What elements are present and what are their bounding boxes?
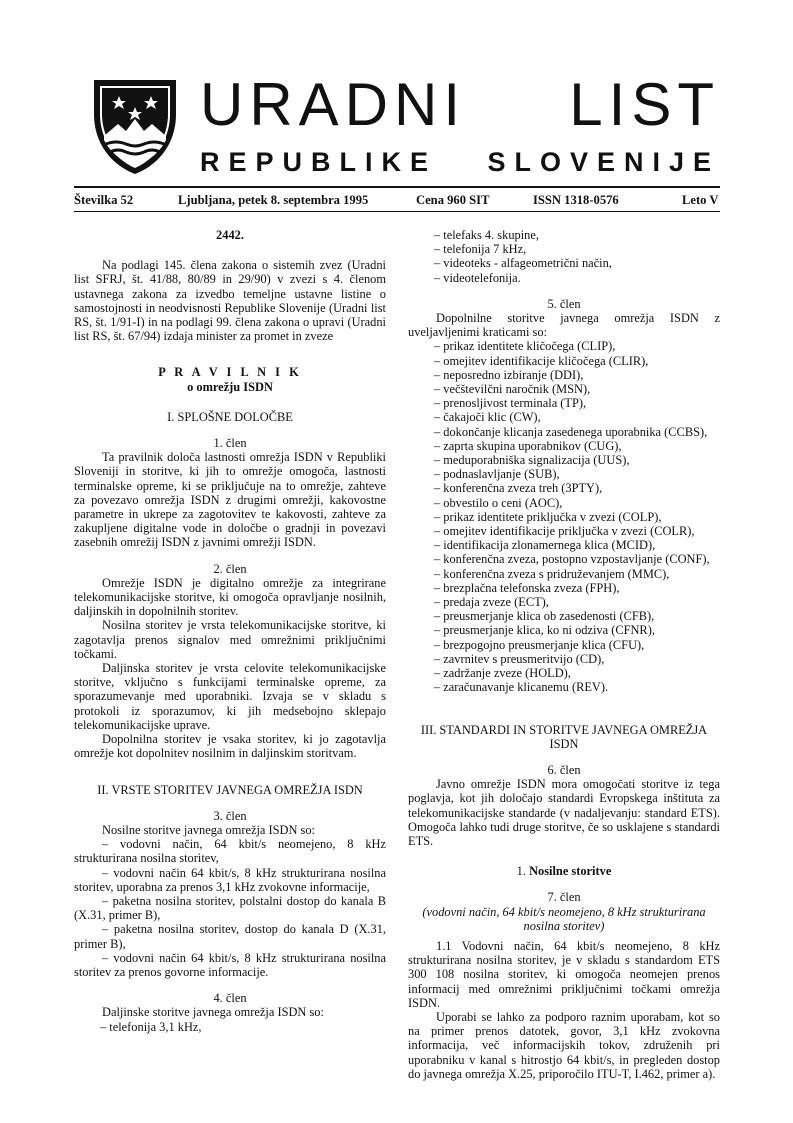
article-4-heading: 4. člen — [213, 991, 247, 1006]
article-2-heading: 2. člen — [213, 561, 247, 576]
article-5-intro: Dopolnilne storitve javnega omrežja ISDN z uveljavljenimi kraticami so: — [408, 311, 720, 340]
article-1-text: Ta pravilnik določa lastnosti omrežja ISDN v Republiki Sloveniji in storitve, ki jih to omrežje omogoča, lastnosti terminalske opreme, ki se priključuje na to omrežje, zahteve za povezavo omrežja ISDN z drugimi omrežji, kakovostne parametre in ukrepe za zagotovitev te kakovosti, zahteve za zakupljene digitalne vode in določbe o gradnji in povezavi zasebnih omrežij ISDN z javnimi omrežji ISDN. — [74, 450, 386, 550]
slovenian-coat-of-arms-icon — [88, 74, 182, 178]
article-4-item: – telefonija 3,1 kHz, — [100, 1019, 202, 1034]
issue-year: Leto V — [682, 193, 719, 207]
article-5-item: – omejitev identifikacije priključka v zvezi (COLR), — [434, 524, 695, 539]
article-4-item: – telefonija 7 kHz, — [434, 242, 527, 257]
masthead-title: URADNI LIST — [200, 71, 720, 138]
document-number: 2442. — [216, 228, 244, 242]
article-7-heading: 7. člen — [547, 890, 581, 905]
article-5-item: – obvestilo o ceni (AOC), — [434, 495, 563, 510]
article-5-item: – podnaslavljanje (SUB), — [434, 467, 560, 482]
issue-number: Številka 52 — [74, 193, 134, 207]
chapter-1-heading: I. SPLOŠNE DOLOČBE — [167, 409, 293, 424]
article-2-paragraph: Omrežje ISDN je digitalno omrežje za integrirane telekomunikacijske storitve, ki omogoča opravljanje nosilnih, daljinskih in dopolnilnih storitev. — [74, 575, 386, 619]
left-column — [74, 228, 386, 1034]
article-3-heading: 3. člen — [213, 808, 247, 823]
preamble: Na podlagi 145. člena zakona o sistemih zvez (Uradni list SFRJ, št. 41/88, 80/89 in 29/90) v zvezi s 4. členom ustavnega zakona za izvedbo temeljne ustavne listine o samostojnosti in neodvisnosti Republike Slovenije (Uradni list RS, št. 1/91-I) in na podlagi 99. člena zakona o upravi (Uradni list RS, št. 67/94) izdaja minister za promet in zveze — [74, 258, 386, 344]
article-5-item: – neposredno izbiranje (DDI), — [434, 367, 584, 382]
article-3-item: – paketna nosilna storitev, polstalni dostop do kanala B (X.31, primer B), — [74, 893, 386, 923]
article-5-item: – identifikacija zlonamernega klica (MCID), — [434, 538, 656, 553]
article-5-item: – zaračunavanje klicanemu (REV). — [434, 680, 609, 695]
article-5-item: – prikaz identitete priključka v zvezi (COLP), — [434, 509, 662, 524]
article-3-item: – vodovni način, 64 kbit/s neomejeno, 8 kHz strukturirana nosilna storitev, — [74, 837, 386, 866]
article-5-item: – zaprta skupina uporabnikov (CUG), — [434, 438, 622, 453]
article-4-intro: Daljinske storitve javnega omrežja ISDN so: — [102, 1005, 324, 1020]
section-1-heading — [408, 864, 720, 878]
chapter-3-heading: III. STANDARDI IN STORITVE JAVNEGA OMREŽJA ISDN — [420, 722, 708, 751]
article-5-item: – omejitev identifikacije kličočega (CLIR), — [434, 353, 649, 368]
article-4-item: – videoteks - alfageometrični način, — [434, 256, 612, 271]
article-5-item: – čakajoči klic (CW), — [434, 410, 541, 425]
article-6-text: Javno omrežje ISDN mora omogočati storitve iz tega poglavja, kot jih določajo standardi Evropskega inštituta za telekomunikacijske standarde (v nadaljevanju: standard ETS). Omogoča lahko tudi druge storitve, če so usklajene s standardi ETS. — [408, 777, 720, 848]
masthead-rule — [74, 186, 720, 188]
article-3-item: – paketna nosilna storitev, dostop do kanala D (X.31, primer B), — [74, 922, 386, 951]
article-3-item: – vodovni način 64 kbit/s, 8 kHz strukturirana nosilna storitev, uporabna za prenos 3,1 kHz zvokovne informacije, — [74, 865, 386, 894]
article-5-item: – brezpogojno preusmerjanje klica (CFU), — [434, 637, 645, 652]
article-5-heading: 5. člen — [547, 296, 581, 311]
section-1-number: 1. — [516, 864, 526, 879]
article-3-item: – vodovni način 64 kbit/s, 8 kHz strukturirana nosilna storitev za prenos govorne informacije. — [74, 950, 386, 979]
article-5-item: – brezplačna telefonska zveza (FPH), — [434, 580, 620, 595]
article-4-item: – videotelefonija. — [434, 270, 521, 285]
issue-rule — [74, 211, 720, 212]
article-5-item: – zavrnitev s preusmeritvijo (CD), — [434, 651, 605, 666]
article-5-item: – konferenčna zveza treh (3PTY), — [434, 481, 603, 496]
issue-place-date: Ljubljana, petek 8. septembra 1995 — [178, 193, 369, 207]
right-column — [408, 228, 720, 1081]
article-2-paragraph: Daljinska storitev je vrsta celovite telekomunikacijske storitve, vključno s funkcijami terminalske opreme, za sporazumevanje med uporabniki. Izvaja se v skladu s protokoli iz sporazumov, ki jih medsebojno sklepajo telekomunikacijske uprave. — [74, 661, 386, 732]
article-5-item: – dokončanje klicanja zasedenega uporabnika (CCBS), — [434, 424, 708, 439]
article-7-caption: (vodovni način, 64 kbit/s neomejeno, 8 kHz strukturirana nosilna storitev) — [422, 904, 706, 933]
article-5-item: – zadržanje zveze (HOLD), — [434, 666, 571, 681]
article-4-item: – telefaks 4. skupine, — [434, 228, 539, 242]
masthead-subtitle: REPUBLIKE SLOVENIJE — [200, 147, 720, 177]
article-5-item: – večštevilčni naročnik (MSN), — [434, 382, 591, 397]
article-6-heading: 6. člen — [547, 762, 581, 777]
section-1-title: Nosilne storitve — [529, 864, 612, 879]
document-title: P R A V I L N I K — [158, 365, 302, 380]
article-5-item: – prikaz identitete kličočega (CLIP), — [434, 339, 616, 354]
issue-price: Cena 960 SIT — [416, 193, 490, 207]
article-5-list — [408, 339, 720, 694]
article-5-item: – predaja zveze (ECT), — [434, 595, 549, 610]
article-1-heading: 1. člen — [213, 436, 247, 451]
article-5-item: – konferenčna zveza, postopno vzpostavljanje (CONF), — [434, 552, 710, 567]
article-5-item: – prenosljivost terminala (TP), — [434, 396, 587, 411]
article-2-paragraph: Nosilna storitev je vrsta telekomunikacijske storitve, ki zagotavlja prenos signalov med omrežnimi priključnimi točkami. — [74, 618, 386, 661]
article-2-paragraph: Dopolnilna storitev je vsaka storitev, ki jo zagotavlja omrežje kot dopolnitev nosilnim in daljinskim storitvam. — [74, 732, 386, 761]
chapter-2-heading: II. VRSTE STORITEV JAVNEGA OMREŽJA ISDN — [97, 782, 363, 797]
issue-issn: ISSN 1318-0576 — [533, 193, 619, 207]
article-3-intro: Nosilne storitve javnega omrežja ISDN so: — [102, 822, 316, 837]
article-7-paragraph: Uporabi se lahko za podporo raznim uporabam, kot so na primer prenos datotek, govor, 3,1 kHz zvokovna informacija, več informacijskih tokov, združenih pri uporabniku v kanal s hitrostjo 64 kbit/s, in pregleden dostop do javnega omrežja X.25, priporočilo ITU-T, I.462, primer a). — [408, 1009, 720, 1081]
article-5-item: – preusmerjanje klica, ko ni odziva (CFNR), — [434, 623, 655, 638]
article-7-paragraph: 1.1 Vodovni način, 64 kbit/s neomejeno, 8 kHz strukturirana nosilna storitev, je v skladu s standardom ETS 300 108 nosilna storitev, ki omogoča neomejen prenos informacij med omrežnimi priključnimi točkami omrežja ISDN. — [408, 938, 720, 1010]
document-subtitle: o omrežju ISDN — [187, 379, 273, 394]
article-5-item: – meduporabniška signalizacija (UUS), — [434, 453, 630, 468]
article-5-item: – konferenčna zveza s pridruževanjem (MMC), — [434, 566, 670, 581]
article-5-item: – preusmerjanje klica ob zasedenosti (CFB), — [434, 609, 655, 624]
